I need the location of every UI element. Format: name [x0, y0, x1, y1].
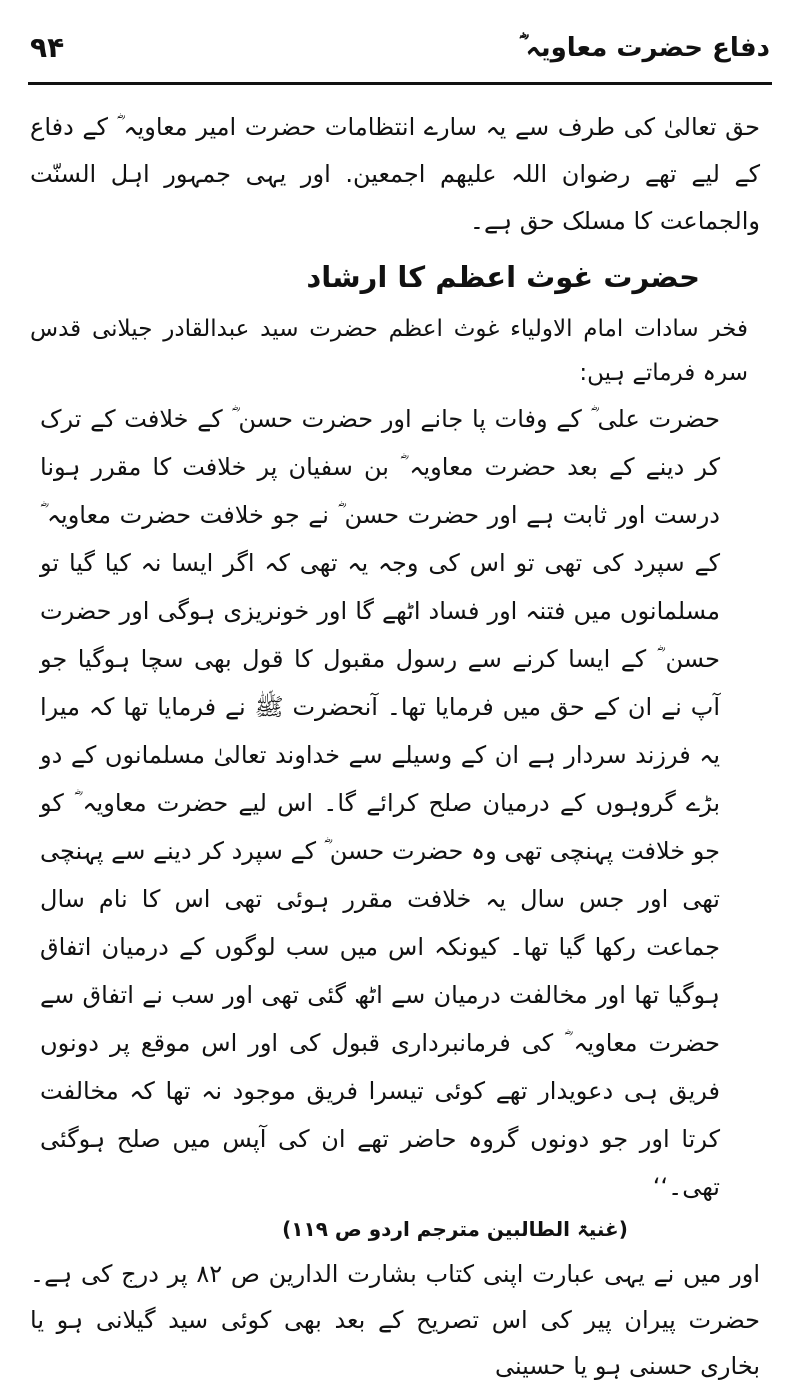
running-title: دفاع حضرت معاویہ ؓ: [519, 33, 770, 63]
intro-line: فخر سادات امام الاولیاء غوث اعظم حضرت سید عبدالقادر جیلانی قدس سرہ فرماتے ہیں:: [30, 316, 748, 386]
section-heading: حضرت غوث اعظم کا ارشاد: [306, 260, 700, 294]
running-header: [30, 28, 770, 78]
quoted-passage: حضرت علی ؓ کے وفات پا جانے اور حضرت حسن ؓ کے خلافت کے ترک کر دینے کے بعد حضرت معاویہ ؓ بن سفیان پر خلافت کا مقرر ہونا درست اور ثابت ہے اور حضرت حسن ؓ نے جو خلافت حضرت معاویہ ؓ کے سپرد کی تھی تو اس کی وجہ یہ تھی کہ اگر ایسا نہ کیا گیا تو مسلمانوں میں فتنہ اور فساد اٹھے گا اور خونریزی ہوگی اور حضرت حسن ؓ کے ایسا کرنے سے رسول مقبول کا قول بھی سچا ہوگیا جو آپ نے ان کے حق میں فرمایا تھا۔ آنحضرت ﷺ نے فرمایا تھا کہ میرا یہ فرزند سردار ہے ان کے وسیلے سے خداوند تعالیٰ مسلمانوں کے دو بڑے گروہوں کے درمیان صلح کرائے گا۔ اس لیے حضرت معاویہ ؓ کو جو خلافت پہنچی تھی وہ حضرت حسن ؓ کے سپرد کر دینے سے پہنچی تھی اور جس سال یہ خلافت مقرر ہوئی تھی اس کا نام سال جماعت رکھا گیا تھا۔ کیونکہ اس میں سب لوگوں کے درمیان اتفاق ہوگیا تھا اور مخالفت درمیان سے اٹھ گئی تھی اور سب نے اتفاق سے حضرت معاویہ ؓ کی فرمانبرداری قبول کی اور اس موقع پر دونوں فریق ہی دعویدار تھے کوئی تیسرا فریق موجود نہ تھا کہ مخالفت کرتا اور جو دونوں گروہ حاضر تھے ان کی آپس میں صلح ہوگئی تھی۔‘‘: [40, 405, 720, 1201]
page-body: [30, 104, 760, 1389]
page-number: ۹۴: [30, 31, 65, 64]
header-rule: [28, 82, 772, 85]
closing-paragraph: اور میں نے یہی عبارت اپنی کتاب بشارت الدارین ص ۸۲ پر درج کی ہے۔ حضرت پیران پیر کی اس تصریح کے بعد بھی کوئی سید گیلانی ہو یا بخاری حسنی ہو یا حسینی: [30, 1260, 761, 1380]
opening-paragraph: حق تعالیٰ کی طرف سے یہ سارے انتظامات حضرت امیر معاویہ ؓ کے دفاع کے لیے تھے رضوان اللہ علیھم اجمعین. اور یہی جمہور اہل السنّت والجماعت کا مسلک حق ہے۔: [30, 113, 760, 235]
citation: (غنیۃ الطالبین مترجم اردو ص ۱۱۹): [282, 1217, 628, 1241]
